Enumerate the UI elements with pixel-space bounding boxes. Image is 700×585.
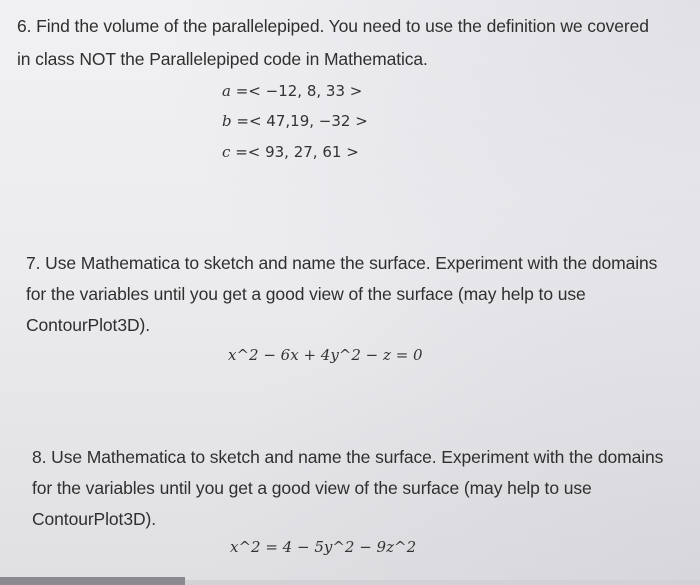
problem-6-line-1: 6. Find the volume of the parallelepiped. You need to use the definition we covered [17,16,649,36]
vector-a [222,82,362,100]
vector-b-value: =< 47,19, −32 > [236,112,368,130]
vector-b [222,112,368,130]
bottom-edge-bar [0,577,185,585]
problem-6-line-2: in class NOT the Parallelepiped code in Mathematica. [17,49,428,69]
vector-b-name: b [222,112,232,130]
vector-c-value: =< 93, 27, 61 > [235,143,359,161]
vector-c-name: c [222,143,231,161]
equation-7: x^2 − 6x + 4y^2 − z = 0 [228,346,423,364]
problem-8-line-3: ContourPlot3D). [32,509,156,529]
problem-7-line-3: ContourPlot3D). [26,315,150,335]
problem-8-line-1: 8. Use Mathematica to sketch and name the surface. Experiment with the domains [32,447,664,467]
equation-8: x^2 = 4 − 5y^2 − 9z^2 [230,538,417,556]
vector-a-value: =< −12, 8, 33 > [235,82,363,100]
problem-7-line-1: 7. Use Mathematica to sketch and name the surface. Experiment with the domains [26,253,658,273]
vector-a-name: a [222,82,231,100]
bottom-edge-strip [185,580,700,585]
problem-7-line-2: for the variables until you get a good view of the surface (may help to use [26,284,586,304]
vector-c [222,143,359,161]
problem-8-line-2: for the variables until you get a good view of the surface (may help to use [32,478,592,498]
